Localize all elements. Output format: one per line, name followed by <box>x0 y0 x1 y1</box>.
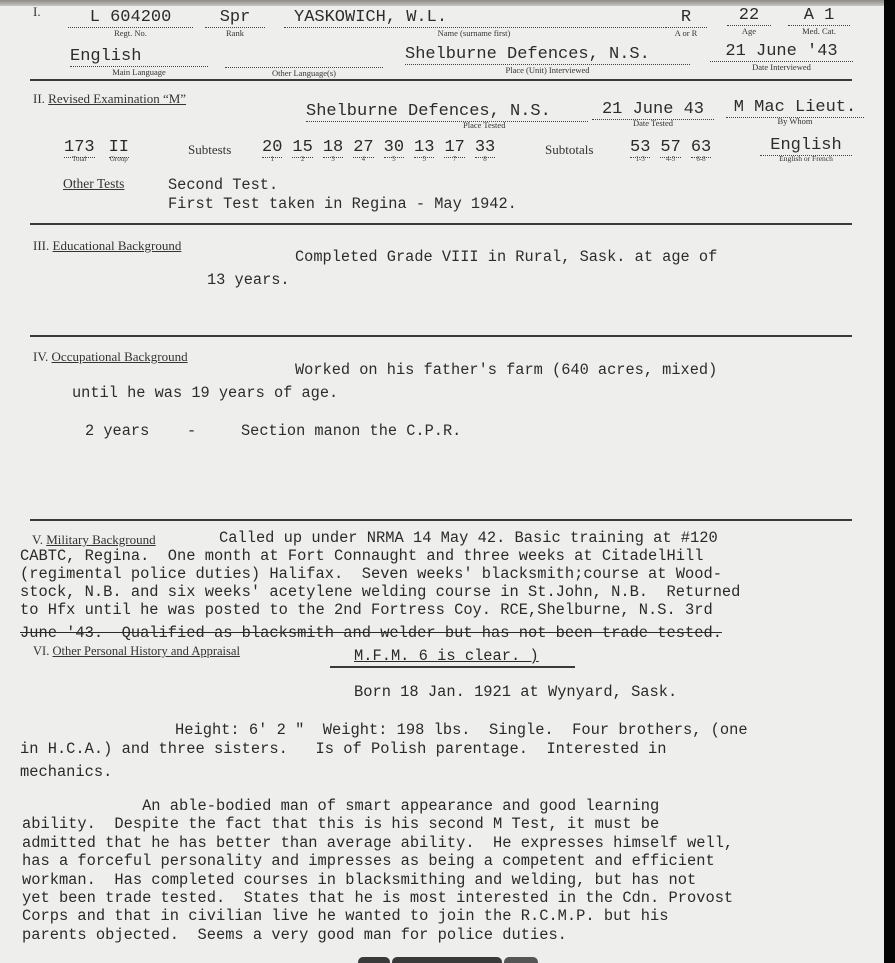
other-tests-line-1: Second Test. <box>168 176 279 194</box>
section-1-numeral: I. <box>33 4 41 19</box>
rank-field <box>205 8 265 38</box>
education-line-1: Completed Grade VIII in Rural, Sask. at age of <box>295 248 718 266</box>
by-whom-label: By Whom <box>777 116 813 126</box>
date-tested-label: Date Tested <box>632 118 674 128</box>
total-field <box>64 138 135 166</box>
occupation-line-3: Section manon the C.P.R. <box>241 422 462 440</box>
section-5-heading <box>32 532 156 548</box>
name-field <box>284 8 664 38</box>
other-languages-value <box>225 47 383 68</box>
subtotals-label: Subtotals <box>545 142 594 157</box>
group-label: Group <box>109 155 128 163</box>
subtotal-score: 57 <box>660 138 681 157</box>
subtest-score: 20 <box>262 138 283 157</box>
regt-no-field <box>68 8 193 38</box>
section-3-numeral: III. <box>33 238 50 253</box>
med-cat-value: A 1 <box>788 6 850 26</box>
section-5-title: Military Background <box>46 532 156 547</box>
viewer-tab[interactable] <box>358 957 390 963</box>
subtotal-score: 63 <box>690 138 712 157</box>
subtest-score: 18 <box>322 138 344 157</box>
military-line-5: to Hfx until he was posted to the 2nd Fortress Coy. RCE,Shelburne, N.S. 3rd <box>20 601 713 619</box>
physical-line-1: Height: 6' 2 " Weight: 198 lbs. Single. Four brothers, (one <box>175 721 748 739</box>
appraisal-line: yet been trade tested. States that he is most interested in the Cdn. Provost <box>22 889 734 908</box>
test-language-value: English <box>760 136 852 156</box>
date-tested-value: 21 June 43 <box>592 100 714 120</box>
born-line: Born 18 Jan. 1921 at Wynyard, Sask. <box>354 683 678 701</box>
a-or-r-label: A or R <box>674 28 698 38</box>
section-2-heading <box>33 91 186 107</box>
section-4-heading <box>33 349 188 365</box>
section-6-title: Other Personal History and Appraisal <box>52 644 240 658</box>
a-or-r-field <box>665 8 707 38</box>
test-language-field <box>760 136 852 163</box>
military-line-3: (regimental police duties) Halifax. Seven weeks' blacksmith;course at Wood- <box>20 565 722 583</box>
rank-value: Spr <box>205 8 265 28</box>
date-interviewed-value: 21 June '43 <box>710 42 853 62</box>
section-divider <box>30 519 852 521</box>
military-line-4: stock, N.B. and six weeks' acetylene welding course in St.John, N.B. Returned <box>20 583 741 601</box>
date-interviewed-field <box>710 42 853 72</box>
subtests-scores: 20 1 15 2 18 3 27 4 30 5 13 5 17 7 33 8 <box>262 138 496 163</box>
appraisal-line: has a forceful personality and impresses as being a competent and efficient <box>22 852 715 871</box>
total-value: 173 <box>64 138 95 157</box>
place-tested-label: Place Tested <box>463 120 506 130</box>
physical-line-3: mechanics. <box>20 763 113 781</box>
appraisal-line: ability. Despite the fact that this is his second M Test, it must be <box>22 815 660 834</box>
education-line-2: 13 years. <box>207 271 290 289</box>
group-value: II <box>108 138 130 157</box>
viewer-tab[interactable] <box>504 957 538 963</box>
section-4-numeral: IV. <box>33 349 49 364</box>
subtest-score: 13 <box>414 138 435 157</box>
med-cat-label: Med. Cat. <box>802 26 836 36</box>
section-divider <box>30 79 852 81</box>
regt-no-value: L 604200 <box>68 8 193 28</box>
section-5-numeral: V. <box>32 532 43 547</box>
section-4-title: Occupational Background <box>51 349 188 364</box>
subtest-score: 30 <box>383 138 405 157</box>
mfm-note: M.F.M. 6 is clear. ) <box>354 647 539 665</box>
appraisal-line: admitted that he has better than average ability. He expresses himself well, <box>22 833 734 852</box>
occupation-dash: - <box>187 422 197 440</box>
total-label: Total <box>72 155 87 163</box>
mfm-underline <box>330 666 575 668</box>
section-2-numeral: II. <box>33 91 45 106</box>
occupation-line-2: until he was 19 years of age. <box>72 384 339 402</box>
section-6-heading <box>33 644 240 659</box>
by-whom-value: M Mac Lieut. <box>726 98 864 118</box>
occupation-duration: 2 years <box>85 422 150 440</box>
section-3-title: Educational Background <box>52 238 182 253</box>
subtotals-scores: 53 1-3 57 4-5 63 6-8 <box>630 138 712 163</box>
age-value: 22 <box>727 6 771 26</box>
name-label: Name (surname first) <box>437 28 511 38</box>
place-tested-field <box>306 102 588 130</box>
military-line-2: CABTC, Regina. One month at Fort Connaught and three weeks at CitadelHill <box>20 547 704 565</box>
regt-no-label: Regt. No. <box>114 28 147 38</box>
by-whom-field <box>726 98 864 126</box>
subtest-score: 15 <box>292 138 313 157</box>
name-value: YASKOWICH, W.L. <box>284 8 664 28</box>
appraisal-line: Corps and that in civilian live he wanted to join the R.C.M.P. but his <box>22 907 669 926</box>
section-6-numeral: VI. <box>33 644 50 658</box>
med-cat-field <box>788 6 850 36</box>
rank-label: Rank <box>226 28 244 38</box>
subtest-score: 17 <box>444 138 465 157</box>
place-interviewed-label: Place (Unit) Interviewed <box>505 65 590 75</box>
a-or-r-value: R <box>665 8 707 28</box>
subtests-label: Subtests <box>188 142 232 157</box>
main-language-value: English <box>70 47 208 67</box>
physical-line-2: in H.C.A.) and three sisters. Is of Polish parentage. Interested in <box>20 740 667 758</box>
other-tests-line-2: First Test taken in Regina - May 1942. <box>168 195 517 213</box>
section-divider <box>30 223 852 225</box>
appraisal-paragraph <box>22 797 733 944</box>
subtest-score: 33 <box>474 138 496 157</box>
main-language-field <box>70 47 208 77</box>
military-line-1: Called up under NRMA 14 May 42. Basic training at #120 <box>219 529 718 547</box>
section-3-heading <box>33 238 181 254</box>
occupation-line-1: Worked on his father's farm (640 acres, mixed) <box>295 361 718 379</box>
viewer-tab[interactable] <box>392 957 502 963</box>
viewer-bottom-toolbar <box>358 957 538 963</box>
other-languages-label: Other Language(s) <box>272 68 336 78</box>
section-2-title: Revised Examination “M” <box>48 91 187 106</box>
viewer-right-edge <box>884 0 895 963</box>
place-tested-value: Shelburne Defences, N.S. <box>306 102 588 122</box>
subtotal-score: 53 <box>630 138 651 157</box>
other-languages-field <box>225 47 383 78</box>
place-interviewed-value: Shelburne Defences, N.S. <box>405 45 690 65</box>
age-label: Age <box>741 26 757 36</box>
date-interviewed-label: Date Interviewed <box>752 62 811 72</box>
date-tested-field <box>592 100 714 128</box>
place-interviewed-field <box>405 45 690 75</box>
appraisal-line: An able-bodied man of smart appearance and good learning <box>22 797 660 815</box>
military-line-6-struck: June '43. Qualified as blacksmith and welder but has not been trade tested. <box>20 624 722 642</box>
test-language-label: English or French <box>779 154 833 163</box>
other-tests-label: Other Tests <box>63 176 125 191</box>
subtest-score: 27 <box>353 138 374 157</box>
appraisal-line: parents objected. Seems a very good man for police duties. <box>22 925 567 944</box>
age-field <box>727 6 771 36</box>
section-divider <box>30 335 852 337</box>
appraisal-line: workman. Has completed courses in blacksmithing and welding, but has not <box>22 870 697 889</box>
main-language-label: Main Language <box>112 67 166 77</box>
